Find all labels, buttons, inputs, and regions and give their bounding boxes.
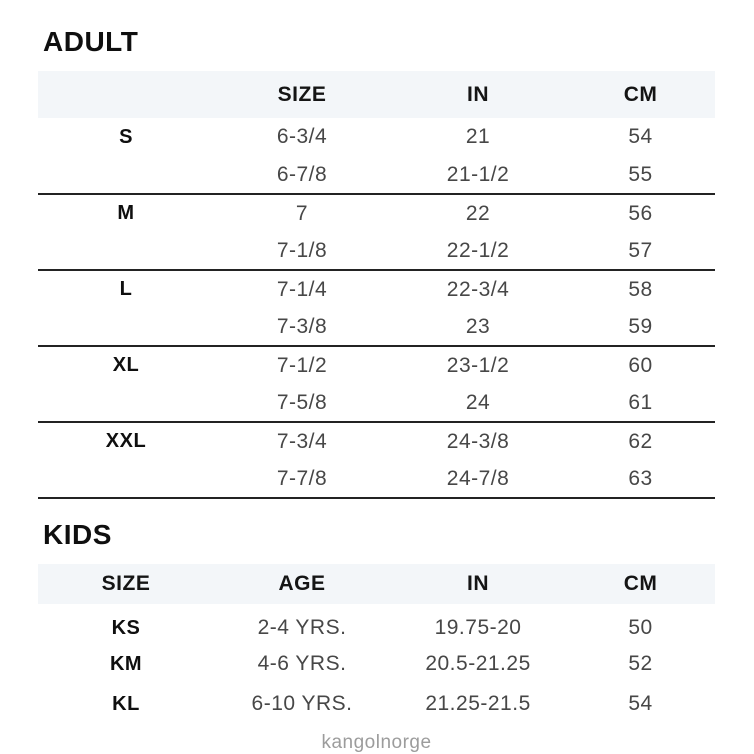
size-cell: 7 bbox=[295, 201, 309, 225]
size-cell: 7-3/8 bbox=[276, 314, 328, 338]
size-cell: 7-1/8 bbox=[276, 238, 328, 262]
size-cell: 7-1/4 bbox=[276, 277, 328, 301]
in-cell: 24-7/8 bbox=[446, 466, 510, 490]
cm-cell: 61 bbox=[628, 390, 653, 414]
watermark: kangolnorge bbox=[321, 732, 432, 753]
size-label: KL bbox=[112, 692, 140, 715]
adult-table-header bbox=[38, 71, 715, 118]
adult-group-l bbox=[38, 270, 715, 346]
size-label: XXL bbox=[105, 430, 147, 452]
header-row bbox=[38, 71, 715, 118]
table-row bbox=[38, 384, 715, 422]
table-row bbox=[38, 118, 715, 156]
adult-size-table bbox=[38, 71, 715, 499]
table-row bbox=[38, 460, 715, 498]
size-label-empty bbox=[38, 460, 214, 498]
size-label-empty bbox=[38, 232, 214, 270]
cm-cell: 56 bbox=[628, 201, 653, 225]
in-cell: 22-3/4 bbox=[446, 277, 510, 301]
table-row bbox=[38, 156, 715, 194]
column-header-blank bbox=[38, 71, 214, 118]
size-label: M bbox=[117, 202, 135, 224]
size-cell: 7-5/8 bbox=[276, 390, 328, 414]
age-cell: 2-4 YRS. bbox=[257, 616, 347, 639]
cm-cell: 55 bbox=[628, 162, 653, 186]
table-row bbox=[38, 270, 715, 308]
size-label-empty bbox=[38, 308, 214, 346]
size-label: KM bbox=[109, 652, 143, 675]
in-cell: 23-1/2 bbox=[446, 353, 510, 377]
column-header-in: IN bbox=[390, 564, 566, 604]
in-cell: 21.25-21.5 bbox=[425, 692, 531, 715]
size-label: S bbox=[119, 125, 133, 148]
kids-section-title: KIDS bbox=[43, 519, 112, 550]
column-header-size: SIZE bbox=[38, 564, 214, 604]
size-label: KS bbox=[111, 616, 141, 639]
cm-cell: 50 bbox=[628, 616, 653, 639]
cm-cell: 58 bbox=[628, 277, 653, 301]
in-cell: 24 bbox=[465, 390, 491, 414]
size-cell: 6-3/4 bbox=[276, 125, 328, 148]
cm-cell: 54 bbox=[628, 125, 653, 148]
table-row bbox=[38, 604, 715, 644]
adult-group-xxl bbox=[38, 422, 715, 498]
size-cell: 7-3/4 bbox=[276, 429, 328, 453]
size-label-empty bbox=[38, 156, 214, 194]
in-cell: 20.5-21.25 bbox=[425, 652, 531, 675]
kids-table-header bbox=[38, 564, 715, 604]
in-cell: 24-3/8 bbox=[446, 429, 510, 453]
size-label: XL bbox=[112, 354, 140, 376]
cm-cell: 63 bbox=[628, 466, 653, 490]
size-cell: 7-7/8 bbox=[276, 466, 328, 490]
cm-cell: 57 bbox=[628, 238, 653, 262]
in-cell: 21-1/2 bbox=[446, 162, 510, 186]
adult-group-xl bbox=[38, 346, 715, 422]
cm-cell: 54 bbox=[628, 692, 653, 715]
cm-cell: 62 bbox=[628, 429, 653, 453]
cm-cell: 60 bbox=[628, 353, 653, 377]
cm-cell: 52 bbox=[628, 652, 653, 675]
table-row bbox=[38, 346, 715, 384]
in-cell: 22 bbox=[465, 201, 491, 225]
adult-section-title: ADULT bbox=[43, 26, 139, 57]
adult-group-m bbox=[38, 194, 715, 270]
size-cell: 6-7/8 bbox=[276, 162, 328, 186]
age-cell: 6-10 YRS. bbox=[251, 692, 353, 715]
column-header-cm: CM bbox=[566, 71, 715, 118]
table-row bbox=[38, 644, 715, 684]
column-header-cm: CM bbox=[566, 564, 715, 604]
column-header-size: SIZE bbox=[214, 71, 390, 118]
header-row bbox=[38, 564, 715, 604]
in-cell: 21 bbox=[465, 125, 491, 148]
column-header-age: AGE bbox=[214, 564, 390, 604]
kids-table-body bbox=[38, 604, 715, 724]
cm-cell: 59 bbox=[628, 314, 653, 338]
table-row bbox=[38, 232, 715, 270]
size-cell: 7-1/2 bbox=[276, 353, 328, 377]
table-row bbox=[38, 308, 715, 346]
column-header-in: IN bbox=[390, 71, 566, 118]
in-cell: 23 bbox=[465, 314, 491, 338]
adult-group-s bbox=[38, 118, 715, 194]
age-cell: 4-6 YRS. bbox=[257, 652, 347, 675]
in-cell: 19.75-20 bbox=[434, 616, 522, 639]
size-label: L bbox=[119, 278, 133, 300]
table-row bbox=[38, 422, 715, 460]
kids-size-table bbox=[38, 564, 715, 724]
in-cell: 22-1/2 bbox=[446, 238, 510, 262]
table-row bbox=[38, 684, 715, 724]
size-label-empty bbox=[38, 384, 214, 422]
table-row bbox=[38, 194, 715, 232]
